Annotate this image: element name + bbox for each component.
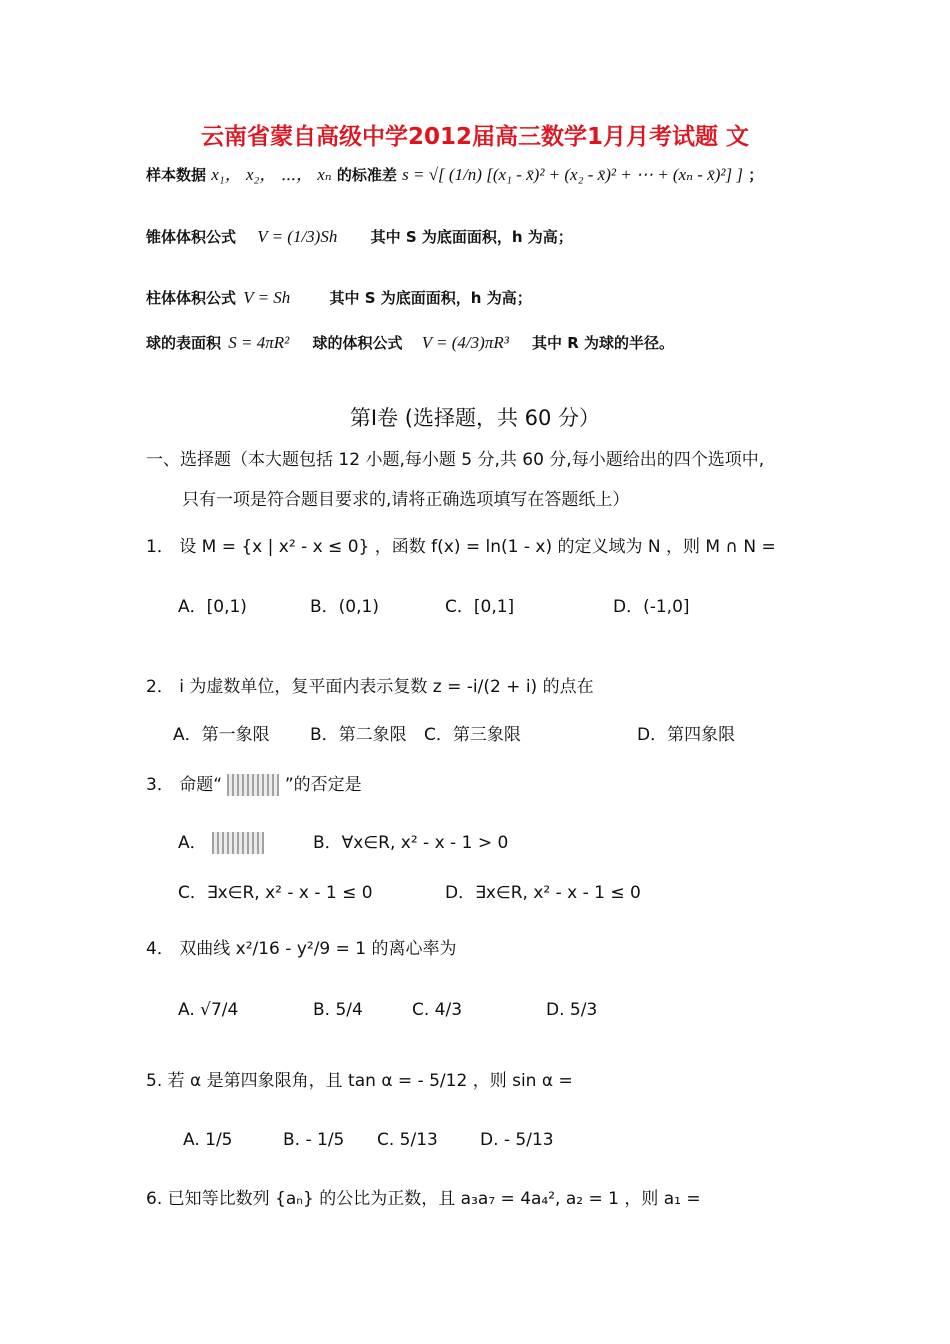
instruction-line-2: 只有一项是符合题目要求的,请将正确选项填写在答题纸上） <box>182 490 630 510</box>
cyl-label: 柱体体积公式 <box>146 289 237 307</box>
cone-label: 锥体体积公式 <box>146 228 237 246</box>
question-stem: 若 α 是第四象限角，且 tan α = - 5/12 ，则 sin α = <box>167 1071 573 1091</box>
q1-option-a: A．[0,1) <box>178 597 247 617</box>
instruction-line-1: 一、选择题（本大题包括 12 小题,每小题 5 分,共 60 分,每小题给出的四个选项中, <box>146 450 765 470</box>
cylinder-formula-line <box>146 287 532 308</box>
q2-option-d: D．第四象限 <box>637 725 736 745</box>
std-dev-formula-line <box>146 160 763 185</box>
std-vars: x₁， x₂， ⋯， xₙ <box>211 165 332 184</box>
sphere-area-formula: S = 4πR² <box>228 333 290 352</box>
cone-desc: 其中 S 为底面面积，h 为高； <box>370 228 573 246</box>
q5-option-d: D. - 5/13 <box>480 1130 554 1150</box>
cone-formula-line <box>146 226 573 247</box>
question-number: 6. <box>146 1189 163 1209</box>
cyl-formula: V = Sh <box>243 288 291 307</box>
q3-option-a <box>178 828 264 854</box>
q4-option-c: C. 4/3 <box>412 1000 463 1020</box>
question-2 <box>146 672 594 697</box>
q1-option-d: D．(-1,0] <box>613 597 690 617</box>
question-3 <box>146 770 362 796</box>
sphere-vol-label: 球的体积公式 <box>312 334 403 352</box>
garbled-option-image <box>212 832 264 854</box>
q2-option-b: B．第二象限 <box>310 725 407 745</box>
q5-option-c: C. 5/13 <box>377 1130 438 1150</box>
garbled-proposition-image <box>227 774 279 796</box>
q3-option-c: C．∃x∈R, x² - x - 1 ≤ 0 <box>178 883 373 903</box>
question-number: 5. <box>146 1071 163 1091</box>
question-number: 3． <box>146 775 174 795</box>
q3-option-b: B．∀x∈R, x² - x - 1 > 0 <box>313 833 509 853</box>
q3-option-d: D．∃x∈R, x² - x - 1 ≤ 0 <box>445 883 641 903</box>
std-formula: s = √[ (1/n) [(x₁ - x̄)² + (x₂ - x̄)² + ⋯ + (xₙ - x̄)²] ] <box>402 165 743 184</box>
question-1 <box>146 532 776 557</box>
question-stem: 设 M = {x | x² - x ≤ 0} ，函数 f(x) = ln(1 - x) 的定义域为 N ，则 M ∩ N = <box>179 537 776 557</box>
q5-option-b: B. - 1/5 <box>283 1130 345 1150</box>
question-stem-after: ”的否定是 <box>284 775 362 795</box>
q3-option-a-label: A． <box>178 833 207 853</box>
question-stem: i 为虚数单位，复平面内表示复数 z = -i/(2 + i) 的点在 <box>179 677 594 697</box>
std-mid: 的标准差 <box>336 166 397 184</box>
document-title: 云南省蒙自高级中学2012届高三数学1月月考试题 文 <box>200 124 750 150</box>
std-end: ； <box>748 166 764 184</box>
q2-option-c: C．第三象限 <box>424 725 521 745</box>
section-title: 第Ⅰ卷 (选择题，共 60 分） <box>349 406 601 430</box>
question-number: 2． <box>146 677 174 697</box>
q4-option-b: B. 5/4 <box>313 1000 363 1020</box>
q4-option-d: D. 5/3 <box>546 1000 598 1020</box>
question-stem-before: 命题“ <box>179 775 223 795</box>
sphere-vol-formula: V = (4/3)πR³ <box>421 333 509 352</box>
cyl-desc: 其中 S 为底面面积，h 为高； <box>329 289 532 307</box>
question-number: 4． <box>146 939 174 959</box>
std-label: 样本数据 <box>146 166 207 184</box>
question-6 <box>146 1184 701 1209</box>
question-5 <box>146 1066 573 1091</box>
q4-option-a: A. √7/4 <box>178 1000 239 1020</box>
question-4 <box>146 934 457 959</box>
sphere-area-label: 球的表面积 <box>146 334 222 352</box>
question-number: 1． <box>146 537 174 557</box>
sphere-desc: 其中 R 为球的半径。 <box>532 334 675 352</box>
q1-option-b: B．(0,1) <box>310 597 379 617</box>
q1-option-c: C．[0,1] <box>445 597 515 617</box>
q2-option-a: A．第一象限 <box>173 725 270 745</box>
q5-option-a: A. 1/5 <box>183 1130 233 1150</box>
question-stem: 已知等比数列 {aₙ} 的公比为正数，且 a₃a₇ = 4a₄², a₂ = 1 ，则 a₁ = <box>167 1189 701 1209</box>
question-stem: 双曲线 x²/16 - y²/9 = 1 的离心率为 <box>179 939 457 959</box>
cone-formula: V = (1/3)Sh <box>257 227 338 246</box>
sphere-formula-line <box>146 332 674 353</box>
